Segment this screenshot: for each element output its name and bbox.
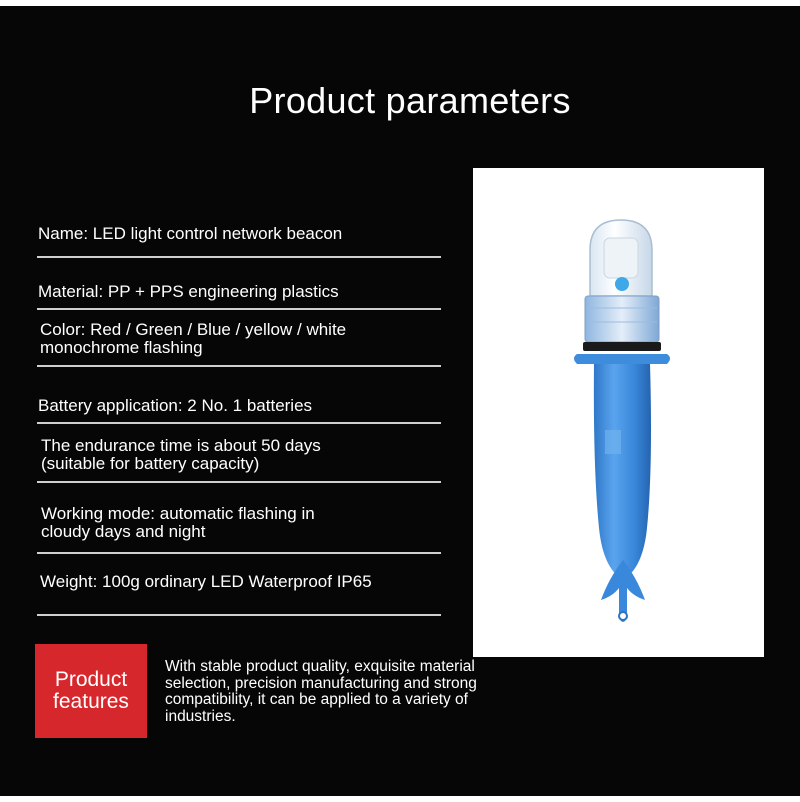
param-endurance: The endurance time is about 50 days (suitable for battery capacity) <box>41 436 321 473</box>
features-label-line2: features <box>53 690 129 713</box>
divider <box>37 308 441 310</box>
divider <box>37 365 441 367</box>
param-weight: Weight: 100g ordinary LED Waterproof IP65 <box>40 572 372 591</box>
param-working-mode: Working mode: automatic flashing in cloudy days and night <box>41 504 315 541</box>
features-label-line1: Product <box>54 668 128 691</box>
product-features-badge <box>35 644 147 738</box>
features-description: With stable product quality, exquisite material selection, precision manufacturing and strong compatibility, it can be applied to a variety of industries. <box>165 658 477 725</box>
page-title: Product parameters <box>249 80 571 121</box>
param-color: Color: Red / Green / Blue / yellow / white monochrome flashing <box>40 320 347 357</box>
divider <box>37 422 441 424</box>
divider <box>37 552 441 554</box>
param-battery: Battery application: 2 No. 1 batteries <box>38 396 313 415</box>
param-name: Name: LED light control network beacon <box>38 224 343 243</box>
product-photo <box>473 168 764 657</box>
divider <box>37 256 441 258</box>
param-material: Material: PP + PPS engineering plastics <box>38 282 339 301</box>
divider <box>37 481 441 483</box>
product-parameters-panel <box>0 6 800 796</box>
divider <box>37 614 441 616</box>
led-beacon-illustration <box>473 168 764 657</box>
